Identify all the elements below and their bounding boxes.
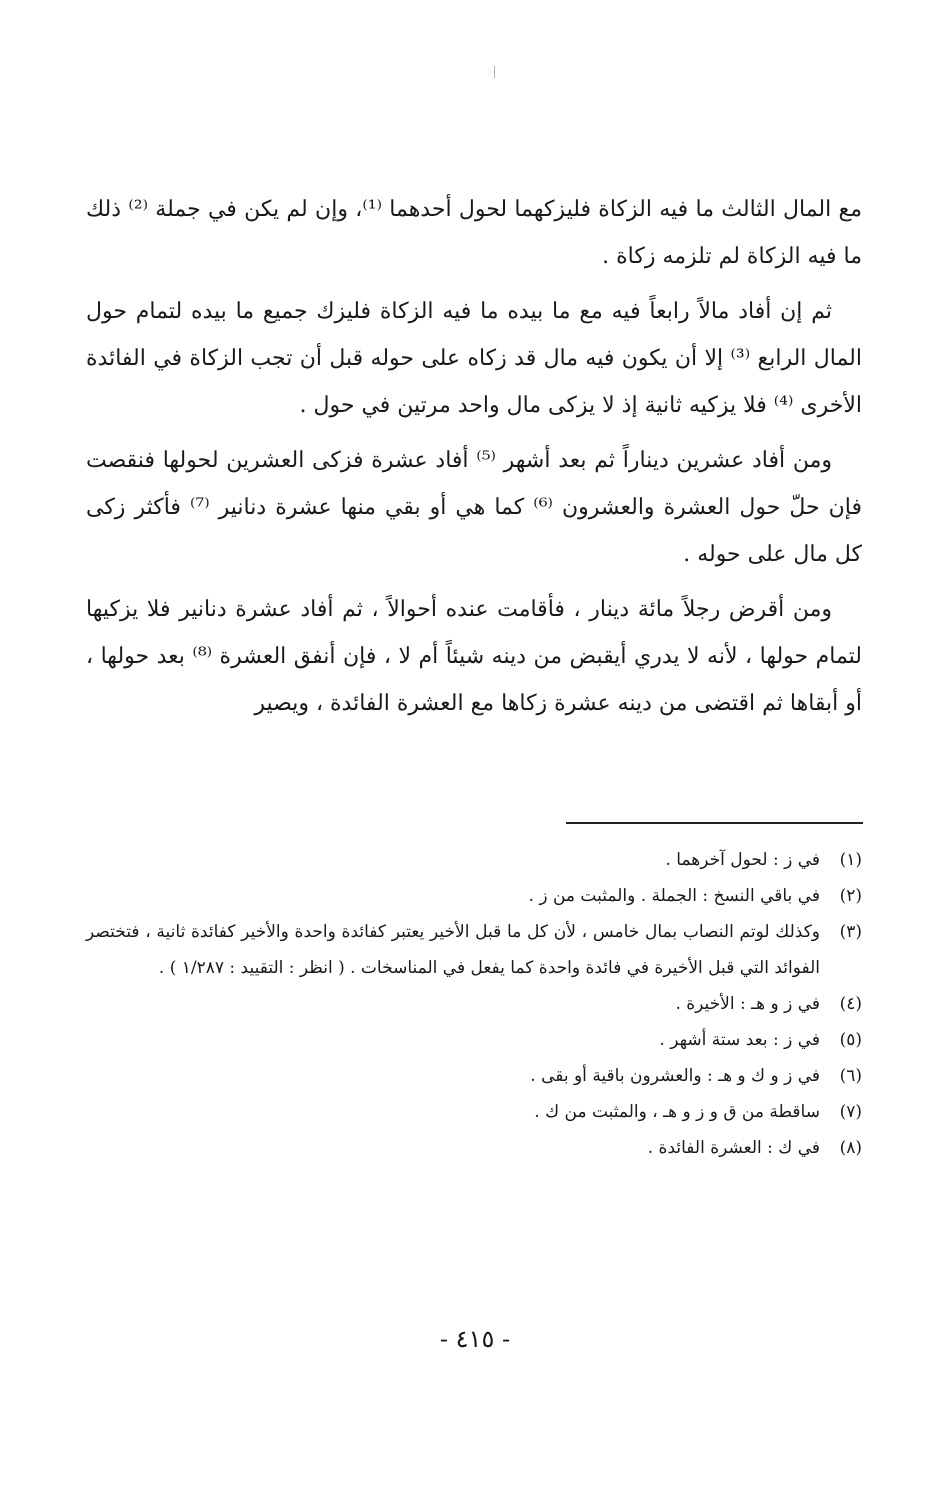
footnote <box>86 986 862 1022</box>
paragraph: ومن أقرض رجلاً مائة دينار ، فأقامت عنده أحوالاً ، ثم أفاد عشرة دنانير فلا يزكيها لتمام حولها ، لأنه لا يدري أيقبض من دينه شيئاً أم لا ، فإن أنفق العشرة ⁽⁸⁾ بعد حولها ، أو أبقاها ثم اقتضى من دينه عشرة زكاها مع العشرة الفائدة ، ويصير <box>86 597 863 716</box>
footnote-number: (١) <box>839 850 862 870</box>
footnote-separator <box>566 822 863 824</box>
footnote-text: ساقطة من ق و ز و هـ ، والمثبت من ك . <box>534 1102 820 1122</box>
footnote-text: في ز : لحول آخرهما . <box>665 850 820 870</box>
footnote <box>86 914 862 986</box>
paragraph: ثم إن أفاد مالاً رابعاً فيه مع ما بيده ما فيه الزكاة فليزك جميع ما بيده لتمام حول المال الرابع ⁽³⁾ إلا أن يكون فيه مال قد زكاه على حوله قبل أن تجب الزكاة في الفائدة الأخرى ⁽⁴⁾ فلا يزكيه ثانية إذ لا يزكى مال واحد مرتين في حول . <box>86 299 862 418</box>
footnote-text: في ز : بعد ستة أشهر . <box>659 1030 820 1050</box>
footnote <box>86 878 862 914</box>
page-number: - ٤١٥ - <box>439 1325 511 1353</box>
footnote <box>86 1130 862 1166</box>
top-margin-mark <box>494 66 495 78</box>
main-text <box>86 186 862 727</box>
footnote-text: في ز و ك و هـ : والعشرون باقية أو بقى . <box>530 1066 820 1086</box>
footnote <box>86 1058 862 1094</box>
footnote-number: (٣) <box>839 922 862 942</box>
footnote <box>86 842 862 878</box>
footnote-number: (٥) <box>839 1030 862 1050</box>
footnote-number: (٦) <box>839 1066 862 1086</box>
footnote-number: (٢) <box>839 886 862 906</box>
footnote-number: (٧) <box>839 1102 862 1122</box>
paragraph: مع المال الثالث ما فيه الزكاة فليزكهما لحول أحدهما ⁽¹⁾، وإن لم يكن في جملة ⁽²⁾ ذلك ما فيه الزكاة لم تلزمه زكاة . <box>86 197 863 269</box>
footnote <box>86 1094 862 1130</box>
paragraph: ومن أفاد عشرين ديناراً ثم بعد أشهر ⁽⁵⁾ أفاد عشرة فزكى العشرين لحولها فنقصت فإن حلّ حول العشرة والعشرون ⁽⁶⁾ كما هي أو بقي منها عشرة دنانير ⁽⁷⁾ فأكثر زكى كل مال على حوله . <box>86 448 863 567</box>
footnote-text: في ك : العشرة الفائدة . <box>647 1138 820 1158</box>
footnote-number: (٨) <box>839 1138 862 1158</box>
footnote-number: (٤) <box>839 994 862 1014</box>
footnote-text: في ز و هـ : الأخيرة . <box>675 994 820 1014</box>
footnote-text: في باقي النسخ : الجملة . والمثبت من ز . <box>528 886 820 906</box>
footnotes <box>86 842 862 1166</box>
footnote-text: وكذلك لوتم النصاب بمال خامس ، لأن كل ما قبل الأخير يعتبر كفائدة واحدة والأخير كفائدة ثانية ، فتختصر الفوائد التي قبل الأخيرة في فائدة واحدة كما يفعل في المناسخات . ( انظر : التقييد : ١/٢٨٧ ) . <box>86 922 820 978</box>
footnote <box>86 1022 862 1058</box>
